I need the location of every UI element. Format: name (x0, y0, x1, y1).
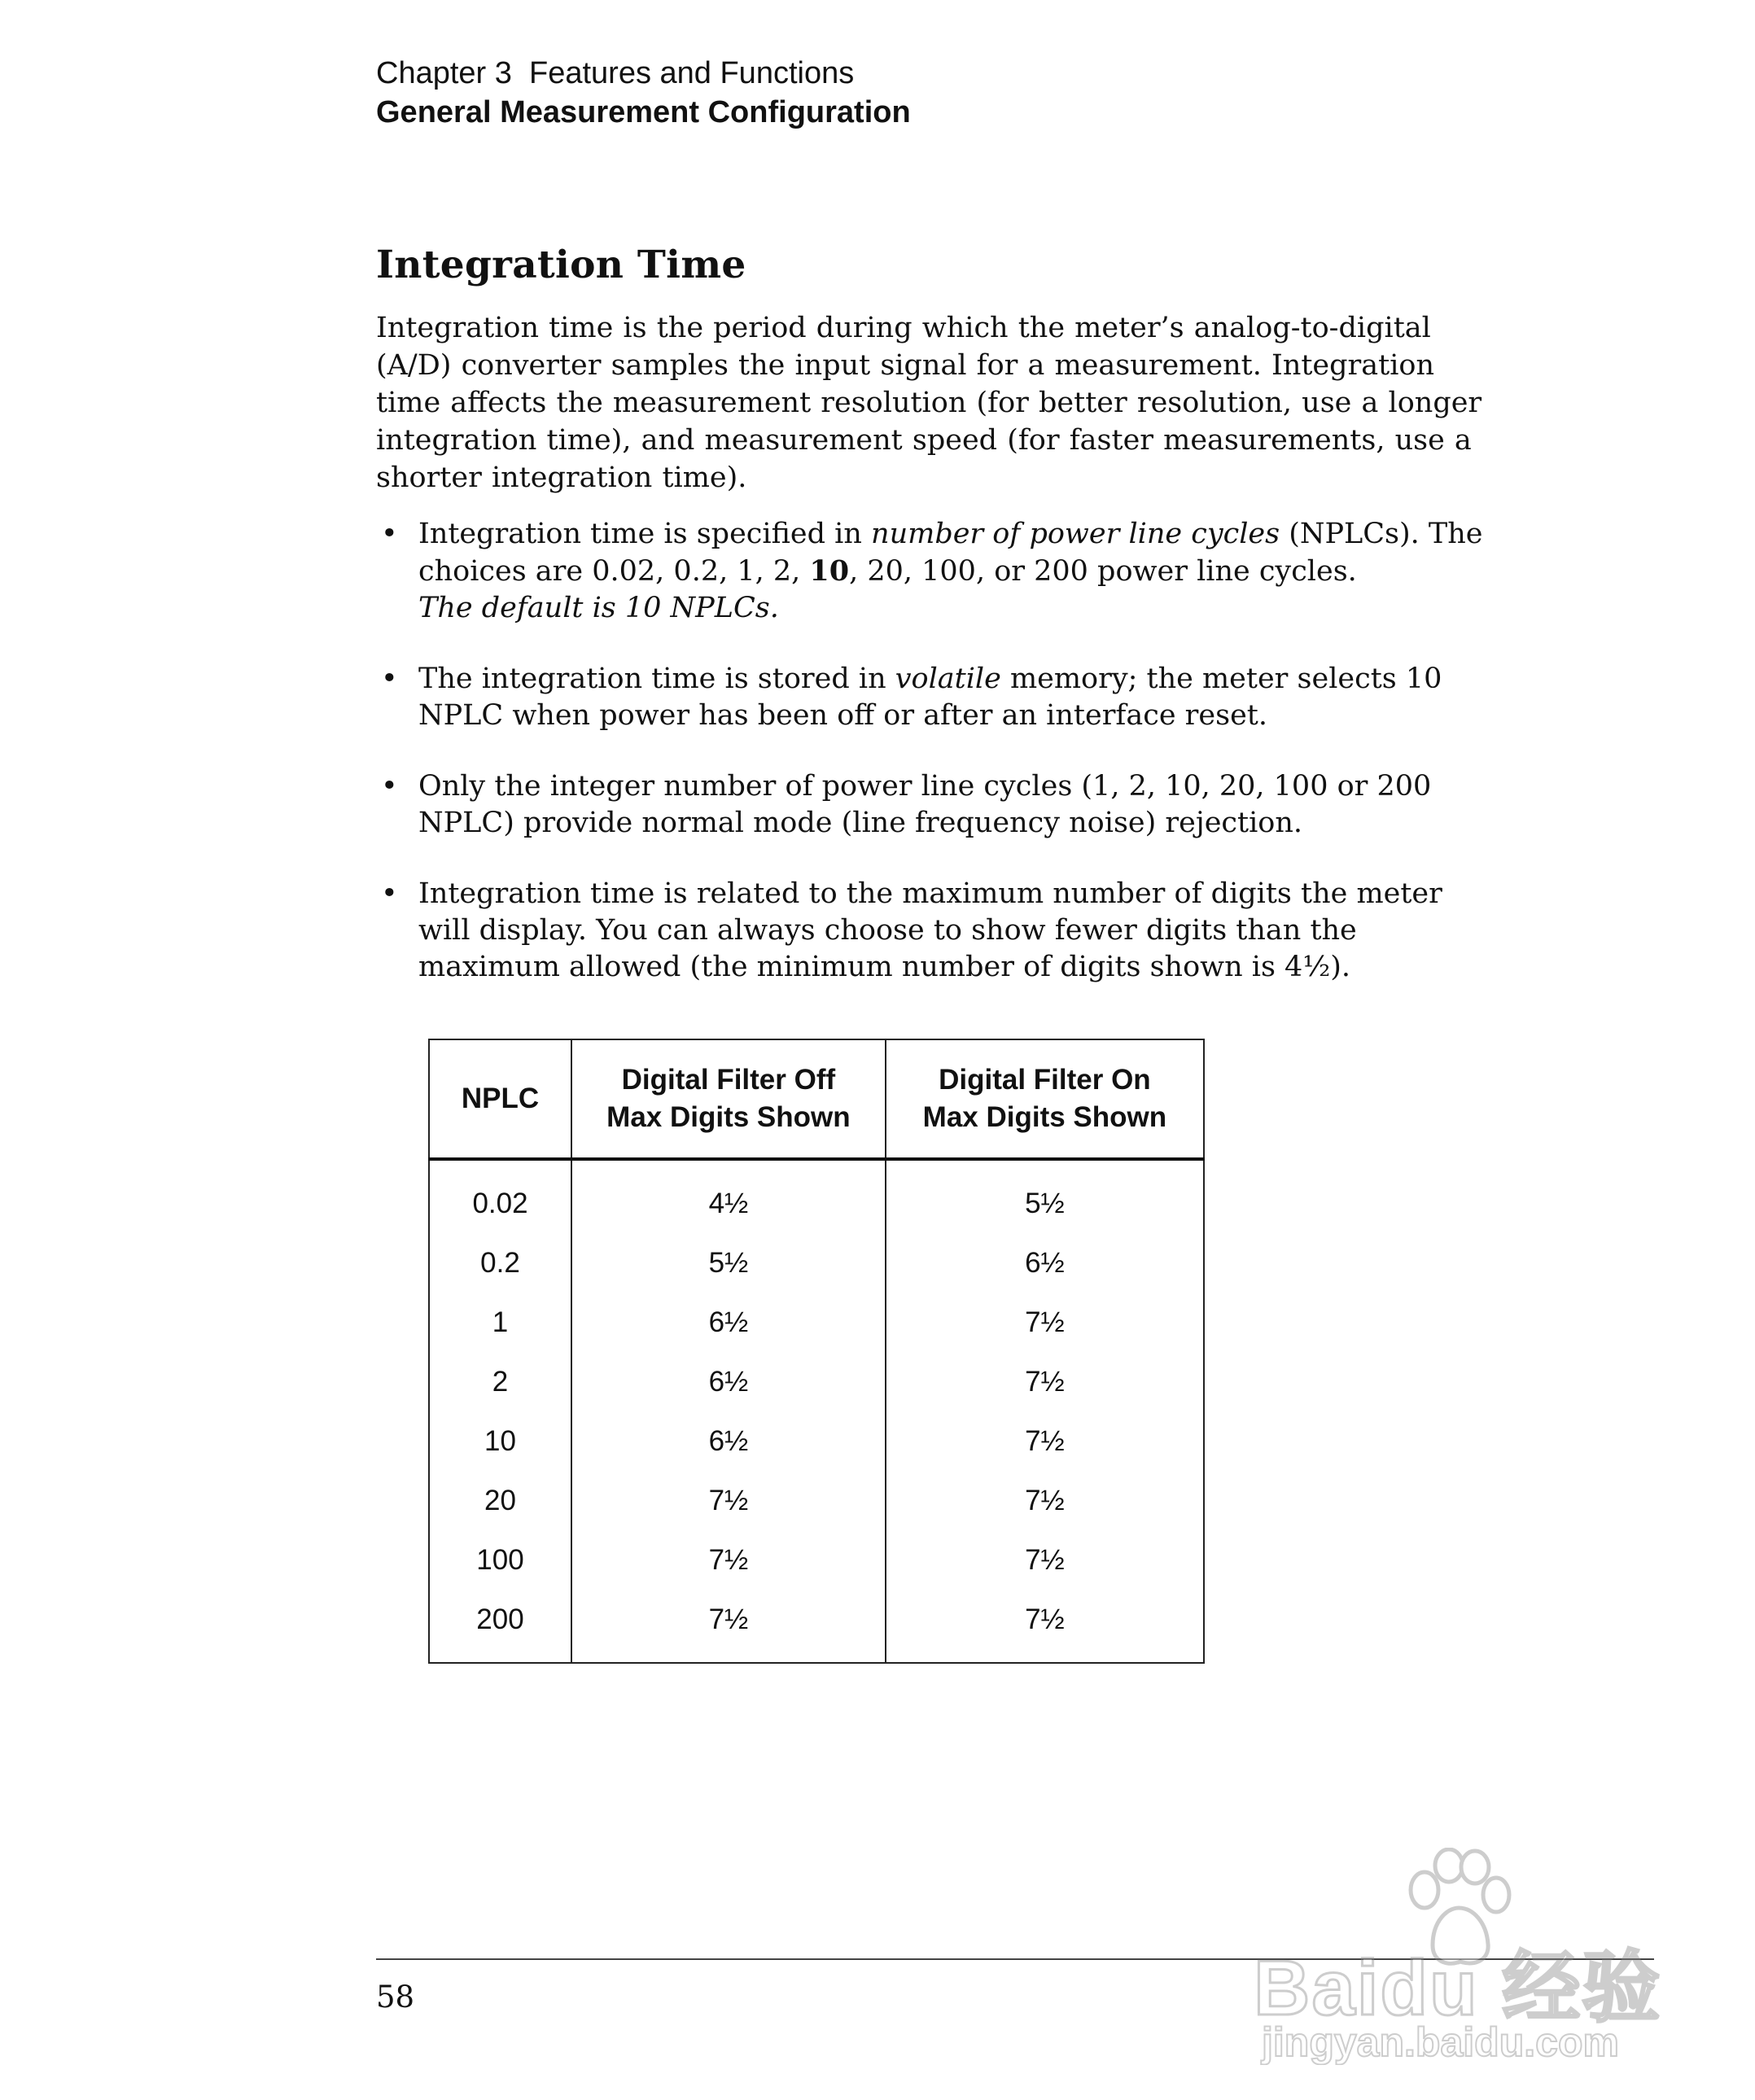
bullet-item-rejection (376, 768, 1499, 842)
running-head (376, 54, 911, 132)
page-heading: Integration Time (376, 243, 746, 287)
cell-filter-on: 6½ (886, 1233, 1204, 1293)
table-row (429, 1293, 1204, 1352)
cell-filter-on: 7½ (886, 1352, 1204, 1411)
bullet-icon: • (381, 663, 398, 695)
table-row (429, 1233, 1204, 1293)
watermark-brand: Baidu 经验 (1254, 1945, 1662, 2032)
intro-paragraph: Integration time is the period during which the meter’s analog-to-digital (A/D) converter samples the input signal for a measurement. Integration time affects the measurement resolution (for better resolution, use a longer integration time), and measurement speed (for faster measurements, use a shorter integration time). (376, 312, 1482, 494)
table-row (429, 1590, 1204, 1663)
cell-filter-on: 7½ (886, 1590, 1204, 1663)
bullet-icon: • (381, 770, 398, 803)
cell-filter-off: 5½ (571, 1233, 886, 1293)
cell-nplc: 20 (484, 1484, 516, 1516)
cell-nplc: 1 (492, 1306, 509, 1338)
bullet-text: Integration time is specified in (418, 518, 872, 550)
table-row (429, 1159, 1204, 1233)
table-row (429, 1352, 1204, 1411)
bullet-strong: 10 (809, 554, 850, 588)
bullet-text: , 20, 100, or 200 power line cycles. (849, 555, 1357, 588)
table-row (429, 1411, 1204, 1471)
bullet-list (376, 516, 1499, 1020)
cell-filter-on: 7½ (886, 1293, 1204, 1352)
chapter-title: Chapter 3 Features and Functions (376, 56, 855, 90)
bullet-text: Integration time is related to the maximum number of digits the meter will display. You can always choose to show fewer digits than the maximum allowed (the minimum number of digits shown is 4½). (418, 877, 1442, 983)
cell-filter-off: 4½ (571, 1159, 886, 1233)
cell-filter-on: 7½ (886, 1411, 1204, 1471)
cell-nplc: 200 (476, 1603, 524, 1635)
bullet-emphasis: volatile (895, 663, 1001, 695)
section-title: General Measurement Configuration (376, 95, 911, 129)
nplc-digits-table (428, 1039, 1205, 1664)
watermark-domain: jingyan.baidu.com (1262, 2019, 1619, 2065)
cell-filter-off: 7½ (571, 1590, 886, 1663)
cell-filter-off: 7½ (571, 1471, 886, 1530)
cell-filter-off: 7½ (571, 1530, 886, 1590)
cell-filter-on: 7½ (886, 1471, 1204, 1530)
cell-nplc: 100 (476, 1543, 524, 1576)
header-filter-off: Digital Filter Off Max Digits Shown (571, 1039, 886, 1159)
bullet-icon: • (381, 877, 398, 910)
cell-nplc: 0.02 (472, 1187, 528, 1219)
header-filter-on: Digital Filter On Max Digits Shown (886, 1039, 1204, 1159)
bullet-emphasis: number of power line cycles (871, 518, 1280, 550)
cell-filter-on: 5½ (886, 1159, 1204, 1233)
bullet-icon: • (381, 518, 398, 550)
bullet-item-volatile (376, 661, 1499, 734)
cell-filter-off: 6½ (571, 1352, 886, 1411)
table-row (429, 1530, 1204, 1590)
table-row (429, 1471, 1204, 1530)
table-header-row (429, 1039, 1204, 1159)
header-nplc: NPLC (429, 1039, 571, 1159)
cell-filter-off: 6½ (571, 1293, 886, 1352)
bullet-text: Only the integer number of power line cycles (1, 2, 10, 20, 100 or 200 NPLC) provide normal mode (line frequency noise) rejection. (418, 770, 1432, 839)
bullet-item-nplc-choices (376, 516, 1499, 627)
cell-filter-on: 7½ (886, 1530, 1204, 1590)
page-number: 58 (376, 1980, 415, 2015)
bullet-emphasis: The default is 10 NPLCs. (418, 592, 779, 624)
cell-nplc: 10 (484, 1424, 516, 1457)
bullet-text: (NPLCs). The choices are 0.02, 0.2, 1, 2, (418, 518, 1483, 588)
bullet-text: memory; the meter selects 10 NPLC when power has been off or after an interface reset. (418, 663, 1442, 732)
cell-filter-off: 6½ (571, 1411, 886, 1471)
cell-nplc: 2 (492, 1365, 509, 1398)
baidu-watermark (1254, 1848, 1677, 2067)
bullet-text: The integration time is stored in (418, 663, 895, 695)
bullet-item-digits (376, 876, 1499, 986)
cell-nplc: 0.2 (480, 1246, 520, 1279)
